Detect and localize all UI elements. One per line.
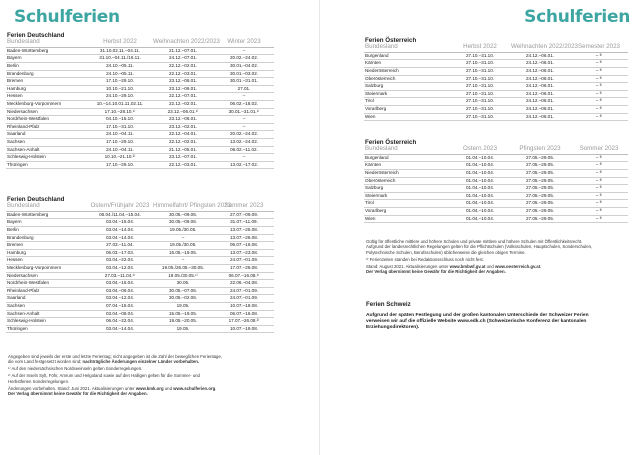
date-cell: 21.12.–07.01.	[152, 47, 214, 55]
date-cell: 27.03.–11.04.¹⁾	[88, 272, 152, 280]
date-cell: 19.05.–20.05.	[152, 318, 214, 326]
table-row	[6, 257, 274, 265]
date-cell: 24.12.–06.01.	[510, 68, 570, 76]
date-cell: 04.10.–15.10.	[88, 116, 152, 124]
table-row	[364, 75, 628, 83]
date-cell: – ³⁾	[570, 113, 628, 121]
table-row	[364, 200, 628, 208]
date-cell: 01.04.–10.04.	[450, 154, 510, 162]
date-cell: 19.05./30.05.¹⁾	[152, 272, 214, 280]
date-cell: 17.10.–29.10.	[88, 161, 152, 169]
date-cell: – ³⁾	[570, 105, 628, 113]
region-name-cell: Tirol	[364, 98, 450, 106]
date-cell: 22.12.–02.01.	[152, 138, 214, 146]
date-cell: 17.07.–26.08.	[214, 264, 274, 272]
region-name-cell: Saarland	[6, 295, 88, 303]
date-cell: 27.10.–31.10.	[450, 75, 510, 83]
column-header: Weihnachten 2022/2023	[152, 33, 214, 47]
table-row	[6, 234, 274, 242]
date-cell: 03.04.–15.04.	[88, 219, 152, 227]
germany-table-spring-summer	[6, 197, 274, 333]
date-cell: 30.01.–31.01.	[214, 78, 274, 86]
table-row	[6, 264, 274, 272]
region-name-cell: Vorarlberg	[364, 207, 450, 215]
date-cell: –	[152, 234, 214, 242]
date-cell: 24.12.–06.01.	[510, 98, 570, 106]
date-cell: 23.12.–07.01.	[152, 154, 214, 162]
date-cell: 03.04.–14.04.	[88, 234, 152, 242]
date-cell: 27.05.–29.05.	[510, 185, 570, 193]
region-name-cell: Hamburg	[6, 85, 88, 93]
date-cell: 27.10.–31.10.	[450, 83, 510, 91]
table-row	[364, 192, 628, 200]
region-name-cell: Nordrhein-Westfalen	[6, 280, 88, 288]
table-row	[6, 219, 274, 227]
date-cell: 13.02.–24.02.	[214, 138, 274, 146]
date-cell: 01.04.–10.04.	[450, 192, 510, 200]
date-cell: 15.05.–19.05.	[152, 249, 214, 257]
date-cell: 23.12.–06.01.	[152, 85, 214, 93]
right-page	[320, 0, 640, 455]
date-cell: 30.05.–07.06.	[152, 287, 214, 295]
switzerland-title: Ferien Schweiz	[366, 301, 411, 308]
date-cell: 06.07.–16.08.	[214, 242, 274, 250]
brand-title-left: Schulferien	[14, 7, 120, 27]
table-row	[6, 85, 274, 93]
date-cell: 13.02.–17.02.	[214, 161, 274, 169]
date-cell: – ³⁾	[570, 215, 628, 223]
date-cell: 19.05.	[152, 302, 214, 310]
table-row	[6, 211, 274, 219]
column-header: Himmelfahrt/ Pfingsten 2023	[152, 197, 214, 211]
region-name-cell: Sachsen	[6, 138, 88, 146]
date-cell: 24.12.–06.01.	[510, 52, 570, 60]
date-cell: 22.12.–03.01.	[152, 70, 214, 78]
date-cell: –	[214, 123, 274, 131]
region-name-cell: Bremen	[6, 242, 88, 250]
date-cell: 13.07.–26.08.	[214, 234, 274, 242]
date-cell: 06.07.–16.08.¹⁾	[214, 272, 274, 280]
table-row	[6, 249, 274, 257]
table-region-header: Ferien Österreich Bundesland	[364, 140, 450, 154]
region-name-cell: Hessen	[6, 257, 88, 265]
date-cell: 19.05./30.05.	[152, 242, 214, 250]
table-row	[6, 302, 274, 310]
date-cell: 10.–14.10.01.11.02.11.	[88, 100, 152, 108]
table-row	[364, 170, 628, 178]
date-cell: 03.04.–08.04.	[88, 310, 152, 318]
date-cell: 24.10.–05.11.	[88, 63, 152, 71]
switzerland-text: Aufgrund der späten Festlegung und der großen kantonalen Unterschiede der Schweizer Ferien verweisen wir auf die offizielle Website www.edk.ch (Schweizerische Konferenz der kantonalen Erziehungsdirektoren).	[366, 313, 589, 330]
date-cell: 24.10.–05.11.	[88, 70, 152, 78]
date-cell: 27.10.–31.10.	[450, 60, 510, 68]
date-cell: – ³⁾	[570, 83, 628, 91]
date-cell: 10.10.–21.10.	[88, 85, 152, 93]
column-header: Semester 2023	[570, 38, 628, 52]
region-name-cell: Bremen	[6, 78, 88, 86]
date-cell: 01.04.–10.04.	[450, 170, 510, 178]
date-cell: 01.04.–10.04.	[450, 200, 510, 208]
region-name-cell: Vorarlberg	[364, 105, 450, 113]
date-cell: 27.10.–31.10.	[450, 105, 510, 113]
date-cell: 24.12.–06.01.	[510, 83, 570, 91]
column-header: Pfingsten 2023	[510, 140, 570, 154]
date-cell: 30.01.–03.02.	[214, 70, 274, 78]
region-name-cell: Wien	[364, 113, 450, 121]
germany-notes	[8, 354, 308, 398]
note-text: Angegeben sind jeweils der erste und letzte Ferientag; nicht angegeben ist die Zahl der beweglichen Ferientage, die vom Land festgesetzt worden sind; nachträgliche Änderungen einzelner Länder vorbehalten.	[8, 354, 223, 365]
date-cell: 17.07.–26.08.²⁾	[214, 318, 274, 326]
column-header: Sommer 2023	[570, 140, 628, 154]
table-row	[6, 310, 274, 318]
date-cell: – ³⁾	[570, 162, 628, 170]
date-cell: 03.04.–12.04.	[88, 295, 152, 303]
date-cell: 06.03.–17.03.	[88, 249, 152, 257]
date-cell: 20.02.–24.02.	[214, 131, 274, 139]
date-cell: – ³⁾	[570, 170, 628, 178]
date-cell: 23.12.–06.01.	[152, 116, 214, 124]
date-cell: 27.05.–29.05.	[510, 207, 570, 215]
date-cell: – ³⁾	[570, 52, 628, 60]
region-name-cell: Mecklenburg-Vorpommern	[6, 100, 88, 108]
table-row	[364, 185, 628, 193]
table-row	[364, 113, 628, 121]
date-cell: 27.07.–09.09.	[214, 211, 274, 219]
date-cell: 27.10.–31.10.	[450, 98, 510, 106]
region-name-cell: Bayern	[6, 219, 88, 227]
date-cell: 03.04.–15.04.	[88, 280, 152, 288]
date-cell: – ³⁾	[570, 98, 628, 106]
austria-table-autumn-semester	[364, 38, 628, 121]
note-text: Stand: August 2021. Aktualisierungen unter www.bmbwf.gv.at und www.oesterreich.gv.at. Der Verlag übernimmt keine Gewähr für die Richtigkeit der Angaben.	[366, 263, 542, 275]
date-cell: 30.01.–31.01.¹⁾	[214, 108, 274, 116]
date-cell: 03.04.–12.04.	[88, 264, 152, 272]
brand-title-right: Schulferien	[524, 7, 630, 27]
date-cell: – ³⁾	[570, 192, 628, 200]
date-cell: 31.10.–04.11./16.11.	[88, 55, 152, 63]
table-row	[364, 98, 628, 106]
date-cell: 17.10.–31.10.	[88, 123, 152, 131]
date-cell: –	[214, 93, 274, 101]
date-cell: – ³⁾	[570, 177, 628, 185]
table-row	[6, 161, 274, 169]
date-cell: 13.07.–25.08.	[214, 227, 274, 235]
region-name-cell: Salzburg	[364, 83, 450, 91]
date-cell: – ³⁾	[570, 200, 628, 208]
germany-table-autumn-winter	[6, 33, 274, 169]
date-cell: 30.05.–02.06.	[152, 295, 214, 303]
date-cell: 19.05.	[152, 325, 214, 333]
note-text: ³⁾ Ferienzeiten standen bei Redaktionsschluss noch nicht fest.	[366, 256, 484, 262]
region-name-cell: Burgenland	[364, 154, 450, 162]
table-row	[6, 242, 274, 250]
date-cell: 23.12.–02.01.	[152, 123, 214, 131]
date-cell: 24.10.–04.11.	[88, 131, 152, 139]
region-name-cell: Niedersachsen	[6, 272, 88, 280]
region-name-cell: Hamburg	[6, 249, 88, 257]
column-header: Herbst 2022	[450, 38, 510, 52]
date-cell: 01.04.–10.04.	[450, 185, 510, 193]
table-row	[364, 207, 628, 215]
date-cell: 22.12.–02.01.	[152, 100, 214, 108]
table-row	[6, 318, 274, 326]
date-cell: 10.07.–18.08.	[214, 302, 274, 310]
date-cell: 03.04.–14.04.	[88, 227, 152, 235]
date-cell: 23.12.–06.01.	[152, 78, 214, 86]
date-cell: 27.05.–29.05.	[510, 154, 570, 162]
region-name-cell: Bayern	[6, 55, 88, 63]
table-row	[6, 154, 274, 162]
column-header: Herbst 2022	[88, 33, 152, 47]
date-cell: 15.05.–19.05.	[152, 310, 214, 318]
note-text: Gültig für öffentliche mittlere und höhere Schulen und private mittlere und höhere Schulen mit Öffentlichkeitsrecht. Aufgrund der landesrechtlichen Regelungen gelten für die Pflichtschulen (Volksschulen, Hauptschulen, Sonderschulen, Polytechnische Schulen, Berufsschulen) üblicherweise die gleichen obigen Termine.	[366, 239, 593, 255]
date-cell: 21.12.–05.01.	[152, 146, 214, 154]
date-cell: 22.12.–07.01.	[152, 93, 214, 101]
table-row	[6, 47, 274, 55]
date-cell: 24.12.–06.01.	[510, 75, 570, 83]
date-cell: 27.05.–29.05.	[510, 162, 570, 170]
date-cell: 01.04.–10.04.	[450, 162, 510, 170]
date-cell: – ³⁾	[570, 60, 628, 68]
region-name-cell: Sachsen-Anhalt	[6, 146, 88, 154]
region-name-cell: Wien	[364, 215, 450, 223]
region-name-cell: Thüringen	[6, 161, 88, 169]
date-cell: 03.04.–06.04.	[88, 287, 152, 295]
table-row	[6, 280, 274, 288]
table-row	[6, 287, 274, 295]
date-cell: 03.04.–22.04.	[88, 257, 152, 265]
region-name-cell: Sachsen-Anhalt	[6, 310, 88, 318]
date-cell: 27.10.–31.10.	[450, 90, 510, 98]
date-cell: 24.10.–04.11.	[88, 146, 152, 154]
date-cell: 27.10.–31.10.	[450, 113, 510, 121]
table-region-header: Ferien Deutschland Bundesland	[6, 197, 88, 211]
date-cell: 27.01.	[214, 85, 274, 93]
region-name-cell: Baden-Württemberg	[6, 211, 88, 219]
table-row	[6, 295, 274, 303]
date-cell: –	[152, 257, 214, 265]
date-cell: 24.07.–01.09.	[214, 295, 274, 303]
date-cell: 06.04.–22.04.	[88, 318, 152, 326]
date-cell: 07.04.–15.04.	[88, 302, 152, 310]
region-name-cell: Kärnten	[364, 60, 450, 68]
table-row	[364, 215, 628, 223]
table-row	[6, 70, 274, 78]
table-row	[6, 116, 274, 124]
date-cell: 06.07.–16.08.	[214, 310, 274, 318]
table-row	[364, 154, 628, 162]
region-name-cell: Thüringen	[6, 325, 88, 333]
region-name-cell: Niedersachsen	[6, 108, 88, 116]
date-cell: 13.07.–23.08.	[214, 249, 274, 257]
region-name-cell: Oberösterreich	[364, 75, 450, 83]
date-cell: 30.05.–09.06.	[152, 211, 214, 219]
date-cell: 27.10.–31.10.	[450, 68, 510, 76]
date-cell: 01.04.–10.04.	[450, 215, 510, 223]
kmk-link[interactable]: www.kmk.org	[135, 385, 164, 391]
table-row	[6, 100, 274, 108]
column-header: Sommer 2023	[214, 197, 274, 211]
region-name-cell: Berlin	[6, 227, 88, 235]
region-name-cell: Brandenburg	[6, 70, 88, 78]
date-cell: 24.10.–29.10.	[88, 93, 152, 101]
date-cell: –	[214, 116, 274, 124]
table-row	[6, 325, 274, 333]
table-row	[364, 68, 628, 76]
table-row	[6, 108, 274, 116]
date-cell: – ³⁾	[570, 207, 628, 215]
region-name-cell: Brandenburg	[6, 234, 88, 242]
table-row	[6, 227, 274, 235]
date-cell: 24.12.–07.01.	[152, 55, 214, 63]
date-cell: 06.02.–18.02.	[214, 100, 274, 108]
date-cell: – ³⁾	[570, 75, 628, 83]
date-cell: 22.06.–04.08.	[214, 280, 274, 288]
date-cell: 19.05./26.05.–30.05.	[152, 264, 214, 272]
table-row	[6, 78, 274, 86]
region-name-cell: Niederösterreich	[364, 170, 450, 178]
date-cell: 27.05.–29.05.	[510, 170, 570, 178]
region-name-cell: Mecklenburg-Vorpommern	[6, 264, 88, 272]
column-header: Winter 2023	[214, 33, 274, 47]
date-cell: 24.07.–01.09.	[214, 287, 274, 295]
note-text: Änderungen vorbehalten. Stand: Juni 2021. Aktualisierungen unter www.kmk.org und www.schulferien.org. Der Verlag übernimmt keine Gewähr für die Richtigkeit der Angaben.	[8, 385, 217, 396]
table-row	[364, 83, 628, 91]
note-text: ¹⁾ Auf den niedersächsischen Nordseeinseln gelten Sonderregelungen.	[8, 366, 143, 372]
date-cell: 27.05.–29.05.	[510, 192, 570, 200]
date-cell: 24.07.–01.09.	[214, 257, 274, 265]
date-cell: 24.12.–06.01.	[510, 113, 570, 121]
region-name-cell: Oberösterreich	[364, 177, 450, 185]
date-cell: 06.04./11.04.–15.04.	[88, 211, 152, 219]
table-row	[6, 138, 274, 146]
region-name-cell: Baden-Württemberg	[6, 47, 88, 55]
date-cell: – ³⁾	[570, 68, 628, 76]
date-cell: 23.12.–06.01.¹⁾	[152, 108, 214, 116]
date-cell: 10.07.–19.08.	[214, 325, 274, 333]
column-header: Ostern 2023	[450, 140, 510, 154]
bmbwf-link[interactable]: www.bmbwf.gv.at	[449, 263, 486, 269]
date-cell: 27.10.–31.10.	[450, 52, 510, 60]
date-cell: 17.10.–29.10.	[88, 78, 152, 86]
table-region-header: Ferien Deutschland Bundesland	[6, 33, 88, 47]
date-cell: 22.12.–02.01.	[152, 63, 214, 71]
region-name-cell: Niederösterreich	[364, 68, 450, 76]
region-name-cell: Rheinland-Pfalz	[6, 123, 88, 131]
date-cell: 30.05.	[152, 280, 214, 288]
region-name-cell: Steiermark	[364, 90, 450, 98]
table-row	[6, 55, 274, 63]
date-cell: 19.05./30.05.	[152, 227, 214, 235]
oesterreich-link[interactable]: www.oesterreich.gv.at	[495, 263, 541, 269]
date-cell: 24.12.–06.01.	[510, 105, 570, 113]
note-text: ²⁾ Auf der Inseln Sylt, Föhr, Amrum und Helgoland sowie auf den Halligen gelten für die Sommer- und Herbstferien Sonderregelungen.	[8, 373, 200, 384]
date-cell: 27.03.–11.04.	[88, 242, 152, 250]
date-cell: 27.05.–29.05.	[510, 215, 570, 223]
date-cell: – ³⁾	[570, 90, 628, 98]
region-name-cell: Berlin	[6, 63, 88, 71]
table-row	[6, 123, 274, 131]
region-name-cell: Schleswig-Holstein	[6, 154, 88, 162]
date-cell: 03.04.–14.04.	[88, 325, 152, 333]
region-name-cell: Nordrhein-Westfalen	[6, 116, 88, 124]
table-row	[364, 105, 628, 113]
region-name-cell: Tirol	[364, 200, 450, 208]
date-cell: 27.05.–29.05.	[510, 200, 570, 208]
date-cell: 06.02.–11.02.	[214, 146, 274, 154]
table-row	[364, 177, 628, 185]
date-cell: 24.12.–06.01.	[510, 60, 570, 68]
date-cell: 24.12.–06.01.	[510, 90, 570, 98]
date-cell: 17.10.–28.10.¹⁾	[88, 108, 152, 116]
region-name-cell: Salzburg	[364, 185, 450, 193]
table-row	[364, 162, 628, 170]
date-cell: 20.02.–24.02.	[214, 55, 274, 63]
region-name-cell: Schleswig-Holstein	[6, 318, 88, 326]
table-row	[6, 272, 274, 280]
table-row	[364, 52, 628, 60]
date-cell: 22.12.–04.01.	[152, 131, 214, 139]
date-cell: 10.10.–21.10.²⁾	[88, 154, 152, 162]
date-cell: 31.07.–11.09.	[214, 219, 274, 227]
region-name-cell: Rheinland-Pfalz	[6, 287, 88, 295]
table-region-header: Ferien Österreich Bundesland	[364, 38, 450, 52]
region-name-cell: Steiermark	[364, 192, 450, 200]
date-cell: – ³⁾	[570, 154, 628, 162]
austria-table-easter-summer	[364, 140, 628, 223]
date-cell: 30.05.–09.06.	[152, 219, 214, 227]
date-cell: –	[214, 47, 274, 55]
date-cell: 22.12.–03.01.	[152, 161, 214, 169]
table-row	[364, 90, 628, 98]
date-cell: 31.10.02.11.–04.11.	[88, 47, 152, 55]
table-row	[6, 146, 274, 154]
date-cell: 30.01.–04.02.	[214, 63, 274, 71]
table-row	[6, 93, 274, 101]
date-cell: 27.05.–29.05.	[510, 177, 570, 185]
date-cell: 01.04.–10.04.	[450, 207, 510, 215]
region-name-cell: Saarland	[6, 131, 88, 139]
region-name-cell: Hessen	[6, 93, 88, 101]
table-row	[6, 63, 274, 71]
column-header: Weihnachten 2022/2023	[510, 38, 570, 52]
table-row	[364, 60, 628, 68]
date-cell: –	[214, 154, 274, 162]
table-row	[6, 131, 274, 139]
date-cell: 01.04.–10.04.	[450, 177, 510, 185]
region-name-cell: Kärnten	[364, 162, 450, 170]
date-cell: 17.10.–29.10.	[88, 138, 152, 146]
schulferien-link[interactable]: www.schulferien.org	[173, 385, 216, 391]
austria-notes	[366, 239, 634, 276]
region-name-cell: Sachsen	[6, 302, 88, 310]
column-header: Ostern/Frühjahr 2023	[88, 197, 152, 211]
date-cell: – ³⁾	[570, 185, 628, 193]
region-name-cell: Burgenland	[364, 52, 450, 60]
